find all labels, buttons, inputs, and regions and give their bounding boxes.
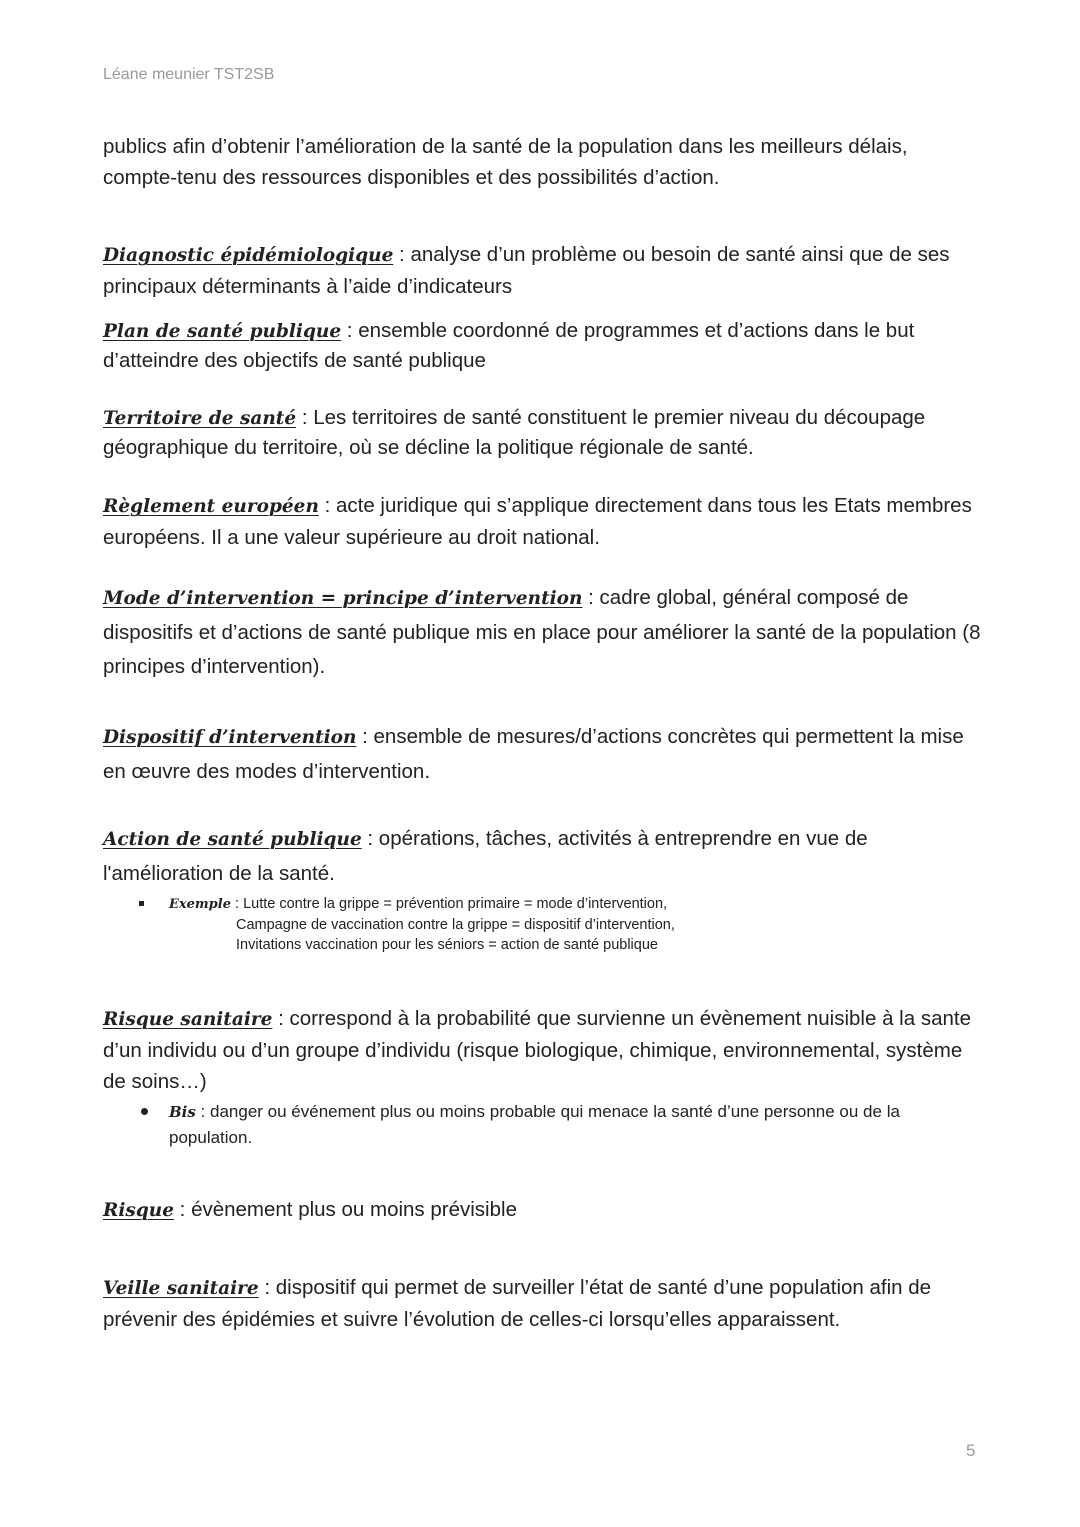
term-label: Risque sanitaire: [103, 1009, 273, 1030]
term-label: Plan de santé publique: [103, 321, 342, 342]
bis-block: [139, 1099, 983, 1150]
term-label: Mode d’intervention = principe d’intervention: [103, 588, 583, 609]
definition-text: : évènement plus ou moins prévisible: [173, 1198, 517, 1221]
definition-reglement: [103, 490, 983, 553]
intro-paragraph: publics afin d’obtenir l’amélioration de la santé de la population dans les meilleurs délais, compte-tenu des ressources disponibles et des possibilités d’action.: [103, 135, 908, 189]
definition-risque-sanitaire: [103, 1003, 983, 1097]
bis-label: Bis: [169, 1103, 196, 1121]
definition-text: : acte juridique qui s’applique directement dans tous les Etats membres européens. Il a une valeur supérieure au droit national.: [103, 494, 972, 549]
document-body: [103, 131, 983, 1335]
definition-text: : opérations, tâches, activités à entreprendre en vue de l'amélioration de la santé.: [103, 827, 868, 885]
round-bullet-icon: [141, 1108, 148, 1115]
term-label: Dispositif d’intervention: [103, 727, 357, 748]
term-label: Territoire de santé: [103, 408, 297, 429]
definition-text: : ensemble de mesures/d’actions concrètes qui permettent la mise en œuvre des modes d’intervention.: [103, 725, 964, 783]
bis-text: Bis : danger ou événement plus ou moins probable qui menace la santé d’une personne ou de la population.: [169, 1102, 900, 1147]
definition-dispositif: [103, 720, 983, 789]
definition-text: : dispositif qui permet de surveiller l’état de santé d’une population afin de prévenir des épidémies et suivre l’évolution de celles-ci lorsqu’elles apparaissent.: [103, 1276, 932, 1331]
term-label: Diagnostic épidémiologique: [103, 245, 394, 266]
definition-veille: [103, 1272, 983, 1335]
definition-plan: [103, 316, 983, 375]
definition-mode: [103, 581, 983, 684]
definition-text: : analyse d’un problème ou besoin de santé ainsi que de ses principaux déterminants à l’aide d’indicateurs: [103, 243, 950, 298]
definition-action: [103, 822, 983, 891]
definition-text: : correspond à la probabilité que survienne un évènement nuisible à la sante d’un individu ou d’un groupe d’individu (risque biologique, chimique, environnemental, système de soins…): [103, 1007, 971, 1093]
term-label: Action de santé publique: [103, 829, 362, 850]
example-line: Campagne de vaccination contre la grippe = dispositif d’intervention,: [236, 917, 675, 933]
definition-diagnostic: [103, 239, 983, 302]
definition-text: : Les territoires de santé constituent le premier niveau du découpage géographique du territoire, où se décline la politique régionale de santé.: [103, 406, 926, 459]
page-header-author: Léane meunier TST2SB: [103, 66, 275, 83]
term-label: Veille sanitaire: [103, 1278, 259, 1299]
square-bullet-icon: [139, 901, 144, 906]
definition-territoire: [103, 403, 983, 462]
definition-text: : cadre global, général composé de dispositifs et d’actions de santé publique mis en place pour améliorer la santé de la population (8 principes d’intervention).: [103, 586, 981, 678]
term-label: Risque: [103, 1200, 174, 1221]
page-number: 5: [966, 1441, 976, 1460]
example-line: Exemple : Lutte contre la grippe = prévention primaire = mode d’intervention,: [169, 896, 668, 912]
term-label: Règlement européen: [103, 496, 319, 517]
example-line: Invitations vaccination pour les séniors = action de santé publique: [236, 937, 658, 953]
example-label: Exemple: [169, 897, 231, 912]
definition-text: : ensemble coordonné de programmes et d’actions dans le but d’atteindre des objectifs de santé publique: [103, 319, 915, 372]
example-block: [139, 894, 983, 955]
definition-risque: [103, 1194, 983, 1226]
